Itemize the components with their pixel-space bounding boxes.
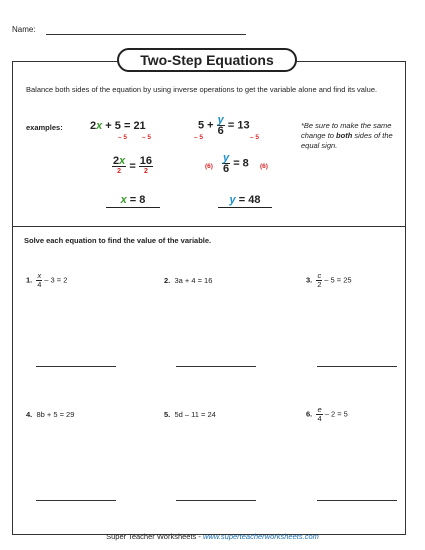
worksheet-title: Two-Step Equations [117, 48, 297, 72]
p6-den: 4 [317, 414, 322, 423]
problem-5-text: 5d – 11 = 24 [174, 410, 216, 419]
ex2-den1: 6 [217, 125, 224, 137]
example2-answer [218, 194, 272, 208]
name-line [46, 34, 246, 35]
p1-num: x [37, 271, 42, 280]
answer-line-4[interactable] [36, 500, 116, 501]
ex2-num2: y [223, 152, 230, 164]
ex2-sub-left: – 5 [194, 134, 204, 141]
ex2-rest2: = 8 [233, 157, 249, 170]
ex1-coef: 2 [90, 120, 97, 132]
instructions: Balance both sides of the equation by using inverse operations to get the variable alone and find its value. [26, 85, 378, 94]
footer-url[interactable]: www.superteacherworksheets.com [202, 532, 319, 541]
problem-6-rest: – 2 = 5 [322, 409, 348, 419]
problem-2-number: 2. [164, 276, 171, 285]
ex1-div-left: 2 [117, 168, 122, 175]
ex1-frac-left [112, 156, 126, 177]
ex1-l2-rhs: 16 [139, 155, 153, 167]
problem-5 [164, 410, 216, 419]
ex2-ans-var: y [229, 194, 236, 206]
ex2-lead: 5 + [198, 119, 217, 132]
ex1-rest: + 5 = 21 [102, 120, 146, 132]
ex1-sub-right: – 5 [142, 134, 152, 141]
example1-line2: $\frac{2x}{2}$ = $\frac{16}{2}$ [113, 155, 153, 175]
problem-2 [164, 276, 212, 285]
problem-3-number: 3. [306, 275, 313, 285]
answer-line-2[interactable] [176, 366, 256, 367]
p6-num: e [317, 405, 322, 414]
example1-answer [106, 194, 160, 208]
ex2-mul-left: (6) [205, 163, 213, 170]
answer-line-6[interactable] [317, 500, 397, 501]
ex2-sub-right: – 5 [250, 134, 260, 141]
note-bold: both [336, 131, 353, 140]
ex1-div-right: 2 [143, 168, 148, 175]
ex2-den2: 6 [223, 163, 230, 175]
section-heading: Solve each equation to find the value of the variable. [24, 236, 212, 245]
example1-line1 [90, 120, 146, 132]
problem-1-rest: – 3 = 2 [42, 275, 68, 285]
section-divider [12, 226, 406, 227]
example-note [301, 121, 401, 151]
ex1-sub-left: – 5 [118, 134, 128, 141]
ex1-var: x [96, 120, 103, 132]
footer-brand: Super Teacher Worksheets - [106, 532, 203, 541]
problem-3 [306, 272, 352, 289]
note-part1: *Be sure to make the same change to [301, 121, 392, 140]
problem-2-text: 3a + 4 = 16 [174, 276, 213, 285]
footer [0, 532, 425, 541]
problem-6-number: 6. [306, 409, 313, 419]
problem-4-text: 8b + 5 = 29 [36, 410, 75, 419]
ex1-l2-var: x [119, 155, 126, 167]
ex1-frac-right [139, 156, 153, 177]
problem-4 [26, 410, 74, 419]
answer-line-5[interactable] [176, 500, 256, 501]
p3-den: 2 [317, 280, 322, 289]
ex1-ans-var: x [120, 194, 127, 206]
problem-6 [306, 406, 348, 423]
example2-line2 [222, 153, 249, 174]
answer-line-1[interactable] [36, 366, 116, 367]
ex2-ans-rest: = 48 [235, 194, 261, 206]
ex1-ans-rest: = 8 [126, 194, 146, 206]
problem-3-rest: – 5 = 25 [322, 275, 352, 285]
p3-num: c [317, 271, 322, 280]
example2-line1 [198, 115, 250, 136]
problem-1-number: 1. [26, 275, 33, 285]
ex1-l2-coef: 2 [113, 155, 120, 167]
ex2-rest1: = 13 [227, 119, 250, 132]
problem-4-number: 4. [26, 410, 33, 419]
problem-5-number: 5. [164, 410, 171, 419]
ex2-frac1 [217, 115, 225, 136]
p1-den: 4 [37, 280, 42, 289]
answer-line-3[interactable] [317, 366, 397, 367]
problem-1 [26, 272, 67, 289]
examples-label: examples: [26, 123, 63, 132]
note-part2: sides of the equal sign. [301, 131, 393, 150]
ex2-num1: y [217, 114, 224, 126]
name-label: Name: [12, 25, 36, 34]
ex2-frac2 [222, 153, 230, 174]
ex2-mul-right: (6) [260, 163, 268, 170]
